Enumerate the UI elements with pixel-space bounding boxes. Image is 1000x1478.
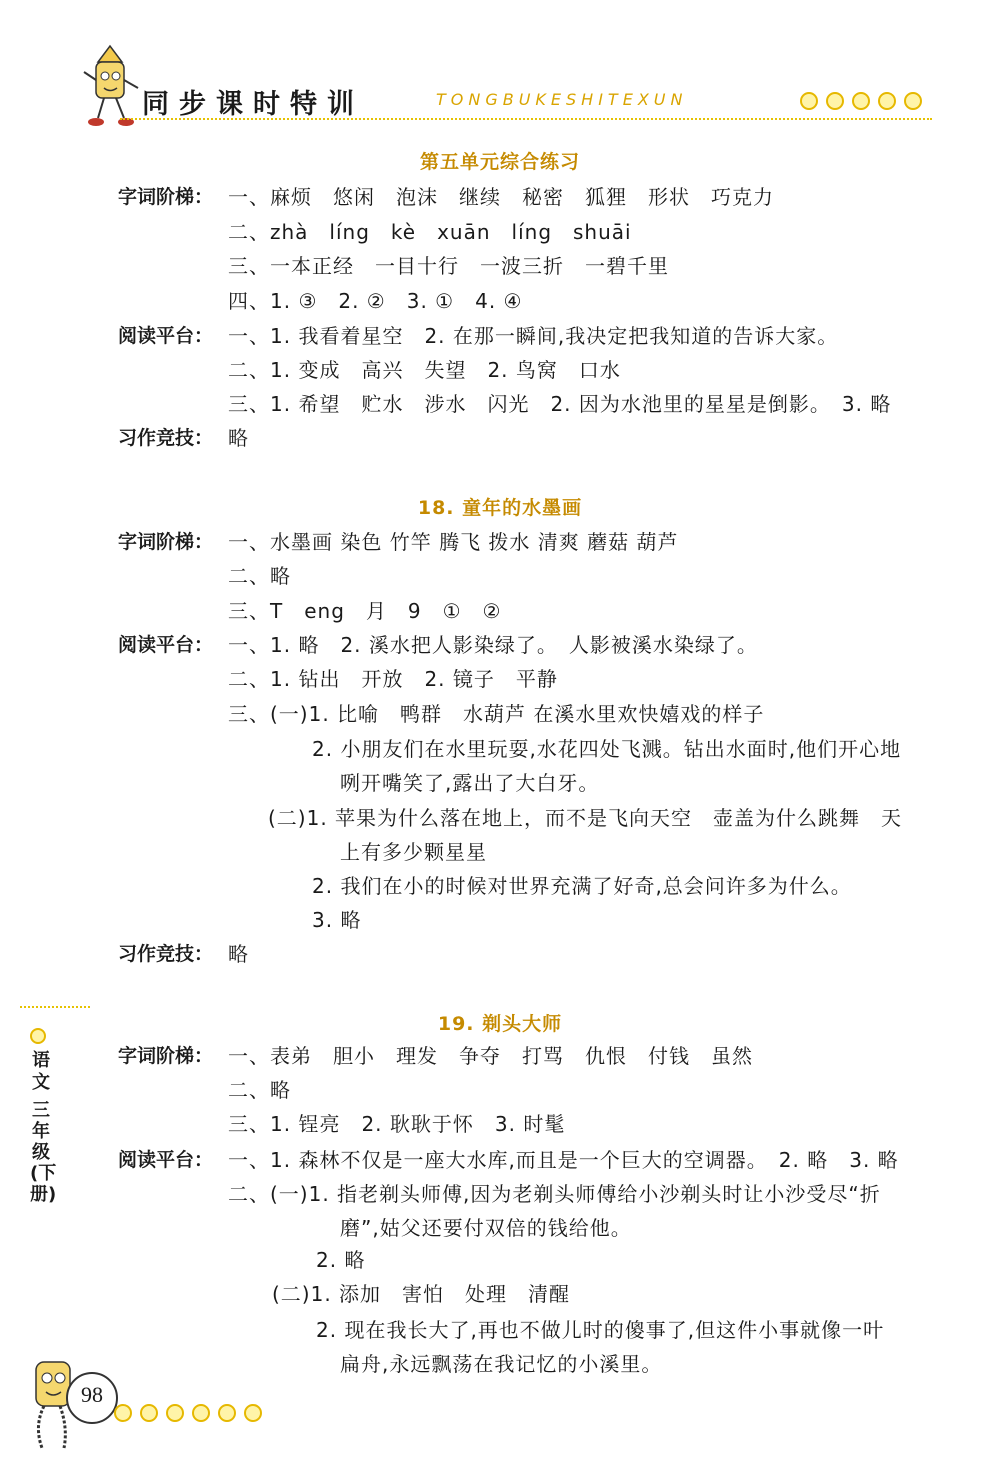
xizuo-label: 习作竞技： — [118, 427, 214, 449]
xizuo-label: 习作竞技： — [118, 943, 214, 965]
answer-line: 磨”,姑父还要付双倍的钱给他。 — [340, 1216, 632, 1240]
answer-line: 二、略 — [228, 564, 291, 588]
footer-circle-icon — [114, 1404, 132, 1422]
section-title: 第五单元综合练习 — [419, 151, 580, 173]
page-number: 98 — [81, 1382, 103, 1407]
book-title-pinyin: TONGBUKESHITEXUN — [436, 90, 688, 109]
answer-line: 一、1. 我看着星空 2. 在那一瞬间,我决定把我知道的告诉大家。 — [228, 324, 839, 348]
answer-line: 2. 我们在小的时候对世界充满了好奇,总会问许多为什么。 — [312, 874, 852, 898]
footer-circle-icon — [192, 1404, 210, 1422]
answer-line: 扁舟,永远飘荡在我记忆的小溪里。 — [340, 1352, 663, 1376]
answer-line: 上有多少颗星星 — [340, 840, 487, 864]
ciyu-label: 字词阶梯： — [118, 531, 214, 553]
answer-line: 一、1. 森林不仅是一座大水库,而且是一个巨大的空调器。 2. 略 3. 略 — [228, 1148, 899, 1172]
answer-line: (二)1. 添加 害怕 处理 清醒 — [272, 1282, 571, 1306]
answer-line: 二、1. 钻出 开放 2. 镜子 平静 — [228, 667, 558, 691]
answer-line: 2. 小朋友们在水里玩耍,水花四处飞溅。钻出水面时,他们开心地 — [312, 737, 902, 761]
deco-circle-icon — [904, 92, 922, 110]
deco-circle-icon — [800, 92, 818, 110]
section-title: 18. 童年的水墨画 — [417, 497, 583, 519]
deco-circle-icon — [826, 92, 844, 110]
answer-line: 2. 略 — [316, 1248, 366, 1272]
answer-line: 一、麻烦 悠闲 泡沫 继续 秘密 狐狸 形状 巧克力 — [228, 185, 774, 209]
header-divider — [120, 118, 932, 120]
book-title: 同步课时特训 — [142, 89, 364, 120]
answer-line: 2. 现在我长大了,再也不做儿时的傻事了,但这件小事就像一叶 — [316, 1318, 885, 1342]
grade-label: 三年级(下册) — [30, 1100, 57, 1205]
ciyu-label: 字词阶梯： — [118, 1045, 214, 1067]
answer-line: 二、(一)1. 指老剃头师傅,因为老剃头师傅给小沙剃头时让小沙受尽“折 — [228, 1182, 881, 1206]
answer-line: 咧开嘴笑了,露出了大白牙。 — [340, 771, 600, 795]
answer-line: 三、1. 锃亮 2. 耿耿于怀 3. 时髦 — [228, 1112, 566, 1136]
answer-line: 一、水墨画 染色 竹竿 腾飞 拨水 清爽 蘑菇 葫芦 — [228, 530, 679, 554]
answer-line: 二、1. 变成 高兴 失望 2. 鸟窝 口水 — [228, 358, 621, 382]
answer-line: 三、T eng 月 9 ① ② — [228, 599, 502, 623]
footer-circle-icon — [218, 1404, 236, 1422]
footer-circle-icon — [140, 1404, 158, 1422]
section-title: 19. 剃头大师 — [437, 1013, 563, 1035]
subject-label: 语文 — [32, 1050, 50, 1093]
yuedu-label: 阅读平台： — [118, 325, 214, 347]
answer-line: 三、(一)1. 比喻 鸭群 水葫芦 在溪水里欢快嬉戏的样子 — [228, 702, 765, 726]
deco-circle-icon — [852, 92, 870, 110]
answer-line: (二)1. 苹果为什么落在地上，而不是飞向天空 壶盖为什么跳舞 天 — [268, 806, 903, 830]
ciyu-label: 字词阶梯： — [118, 186, 214, 208]
answer-line: 三、一本正经 一目十行 一波三折 一碧千里 — [228, 254, 669, 278]
deco-circle-icon — [878, 92, 896, 110]
answer-line: 略 — [228, 942, 249, 966]
sidebar-divider — [20, 1006, 90, 1008]
answer-line: 略 — [228, 426, 249, 450]
answer-line: 三、1. 希望 贮水 涉水 闪光 2. 因为水池里的星星是倒影。 3. 略 — [228, 392, 892, 416]
answer-line: 二、zhà líng kè xuān líng shuāi — [228, 220, 632, 244]
answer-line: 二、略 — [228, 1078, 291, 1102]
footer-circle-icon — [244, 1404, 262, 1422]
answer-line: 一、表弟 胆小 理发 争夺 打骂 仇恨 付钱 虽然 — [228, 1044, 753, 1068]
yuedu-label: 阅读平台： — [118, 634, 214, 656]
answer-line: 3. 略 — [312, 908, 362, 932]
yuedu-label: 阅读平台： — [118, 1149, 214, 1171]
answer-line: 四、1. ③ 2. ② 3. ① 4. ④ — [228, 289, 523, 313]
answer-line: 一、1. 略 2. 溪水把人影染绿了。 人影被溪水染绿了。 — [228, 633, 758, 657]
footer-circle-icon — [166, 1404, 184, 1422]
